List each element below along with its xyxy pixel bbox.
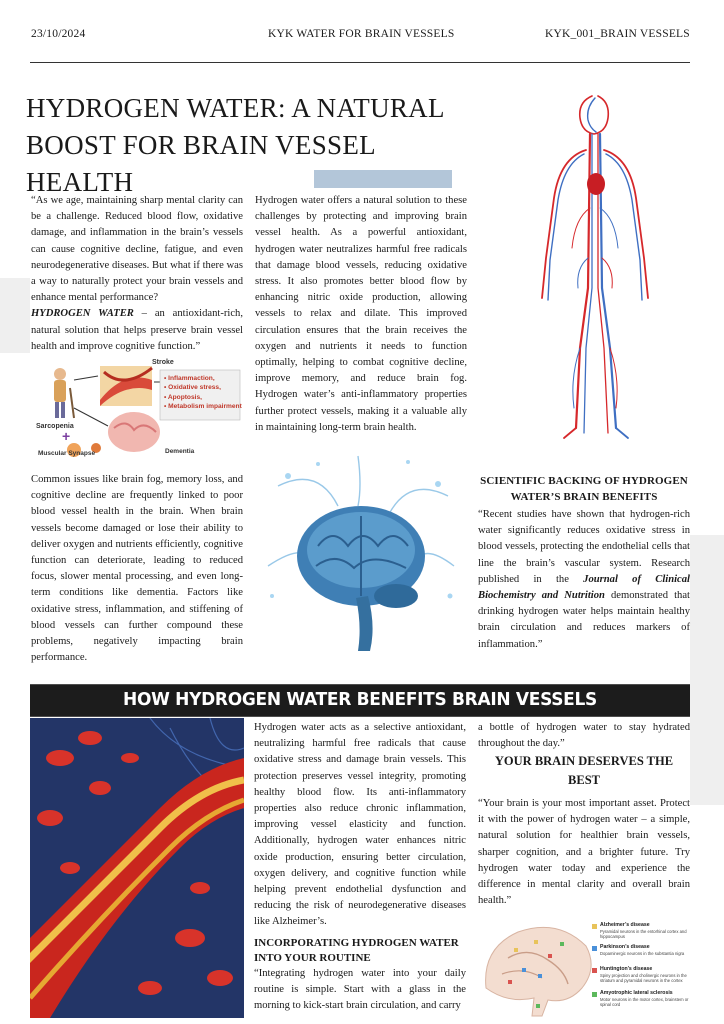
intro-paragraph-2: – an antioxidant-rich, natural solution that helps preserve brain vessel health and improve cognitive function.” [31,308,243,352]
legend-desc: Pyramidal neurons in the entorhinal cortex and hippocampus [600,929,687,939]
label-sarcopenia: Sarcopenia [36,423,74,430]
label-dementia: Dementia [165,448,195,455]
routine-text-continued: a bottle of hydrogen water to stay hydrated throughout the day.” [478,722,690,750]
plus-icon: + [62,428,71,444]
legend-desc: Spiny projection and cholinergic neurons in the striatum and pyramidal neurons in the cortex [600,973,687,983]
risk-item: • Oxidative stress, [164,384,221,392]
intro-paragraph: “As we age, maintaining sharp mental clarity can be a challenge. Reduced blood flow, oxidative damage, and inflammation in the brain’s vessels can cause cognitive decline, fatigue, and even neurodegenerative diseases. But what if there was a way to naturally protect your brain vessels and enhance mental performance? [31,195,243,304]
legend-swatch [592,946,597,951]
blood-vessel-image [30,718,244,1018]
benefits-text: Hydrogen water acts as a selective antioxidant, neutralizing harmful free radicals that cause oxidative stress and damage brain vessels. This protection preserves vessel integrity, promoting healthy blood flow. Its anti-inflammatory properties also reduce chronic inflammation, improving vessel elasticity and function. Additionally, hydrogen water enhances nitric oxide production, ensuring better circulation, oxygen delivery, and cognitive function while helping prevent endothelial dysfunction and reducing the risk of neurodegenerative diseases like Alzheimer’s. [254,722,466,928]
legend-item [592,966,690,990]
intro-emphasis: HYDROGEN WATER [31,308,134,320]
aging-diagram [34,360,244,460]
science-text [478,507,690,653]
legend-item [592,944,690,966]
routine-text: “Integrating hydrogen water into your daily routine is simple. Start with a glass in the morning to kick-start brain circulation, and carry [254,968,466,1012]
legend-desc: Motor neurons in the motor cortex, brainstem or spinal cord [600,997,689,1007]
science-text-part: “Recent studies have shown that hydrogen-rich water significantly reduces oxidative stress in blood vessels, protecting the endothelial cells that line the brain’s vascular system. Research published in the [478,509,690,585]
legend-item [592,990,690,1012]
best-text: “Your brain is your most important asset. Protect it with the power of hydrogen water – a simple, natural solution for healthier brain vessels, sharper cognition, and a brighter future. Try hydrogen water today and experience the difference in mental clarity and overall brain health.” [478,798,690,907]
risk-item: • Inflammaction, [164,375,215,382]
accent-bar [314,170,452,188]
risk-list [164,374,242,411]
legend-desc: Dopaminergic neurons in the substantia nigra [600,951,685,956]
legend-swatch [592,924,597,929]
science-heading: SCIENTIFIC BACKING OF HYDROGEN WATER’S BRAIN BENEFITS [480,475,688,503]
legend-title: Amyotrophic lateral sclerosis [600,990,673,996]
legend-title: Parkinson’s disease [600,944,650,950]
legend-title: Alzheimer’s disease [600,922,650,928]
legend-title: Huntington’s disease [600,966,653,972]
side-panel-right [690,535,724,805]
legend-item [592,922,690,944]
best-heading: YOUR BRAIN DESERVES THE BEST [494,754,674,787]
header-code: KYK_001_BRAIN VESSELS [545,28,690,40]
intro-text [31,193,243,355]
brain-splash-image [258,446,464,666]
label-stroke: Stroke [152,359,174,366]
legend-swatch [592,968,597,973]
neuro-diagram [478,918,690,1018]
side-panel-left [0,278,30,353]
header-rule [30,62,690,63]
page-title: HYDROGEN WATER: A NATURAL BOOST FOR BRAIN VESSEL HEALTH [26,93,444,197]
middle-column-text: Hydrogen water offers a natural solution to these challenges by protecting and improving brain vessel health. As a powerful antioxidant, hydrogen water neutralizes harmful free radicals that damage blood vessels, reducing oxidative stress. It also promotes better blood flow by enhancing nitric oxide production, allowing vessels to relax and dilate. This improved circulation ensures that the brain receives the oxygen and nutrients it needs to function optimally, helping to combat cognitive decline, improve memory, and reduce brain fog. Hydrogen water’s anti-inflammatory properties further protect vessels, making it a valuable ally in maintaining long-term brain health. [255,195,467,433]
journal-name: Journal of Clinical Biochemistry and Nutrition [478,573,690,602]
label-synapse: Muscular Synapse [38,450,96,457]
risk-item: • Apoptosis, [164,393,202,401]
common-issues-text: Common issues like brain fog, memory loss, and cognitive decline are frequently linked to poor blood vessel health in the brain. When brain vessels become damaged or lose their ability to deliver oxygen and nutrients efficiently, cognitive function can deteriorate, leading to reduced focus, slower mental processing, and even long-term conditions like dementia. Factors like oxidative stress, inflammation, and stiffening of blood vessels can further compound these problems, negatively impacting brain performance. [31,474,243,664]
legend-swatch [592,992,597,997]
routine-heading: INCORPORATING HYDROGEN WATER INTO YOUR ROUTINE [254,937,459,964]
header-date: 23/10/2024 [31,28,86,40]
section-banner: HOW HYDROGEN WATER BENEFITS BRAIN VESSELS [30,684,690,717]
science-text-part: demonstrated that drinking hydrogen water helps maintain healthy brain circulation and reduces markers of inflammation.” [478,590,690,650]
disease-legend [592,922,690,1012]
risk-item: • Metabolism impairment [164,402,242,410]
header-title: KYK WATER FOR BRAIN VESSELS [268,28,455,40]
circulatory-system-image [520,88,676,450]
